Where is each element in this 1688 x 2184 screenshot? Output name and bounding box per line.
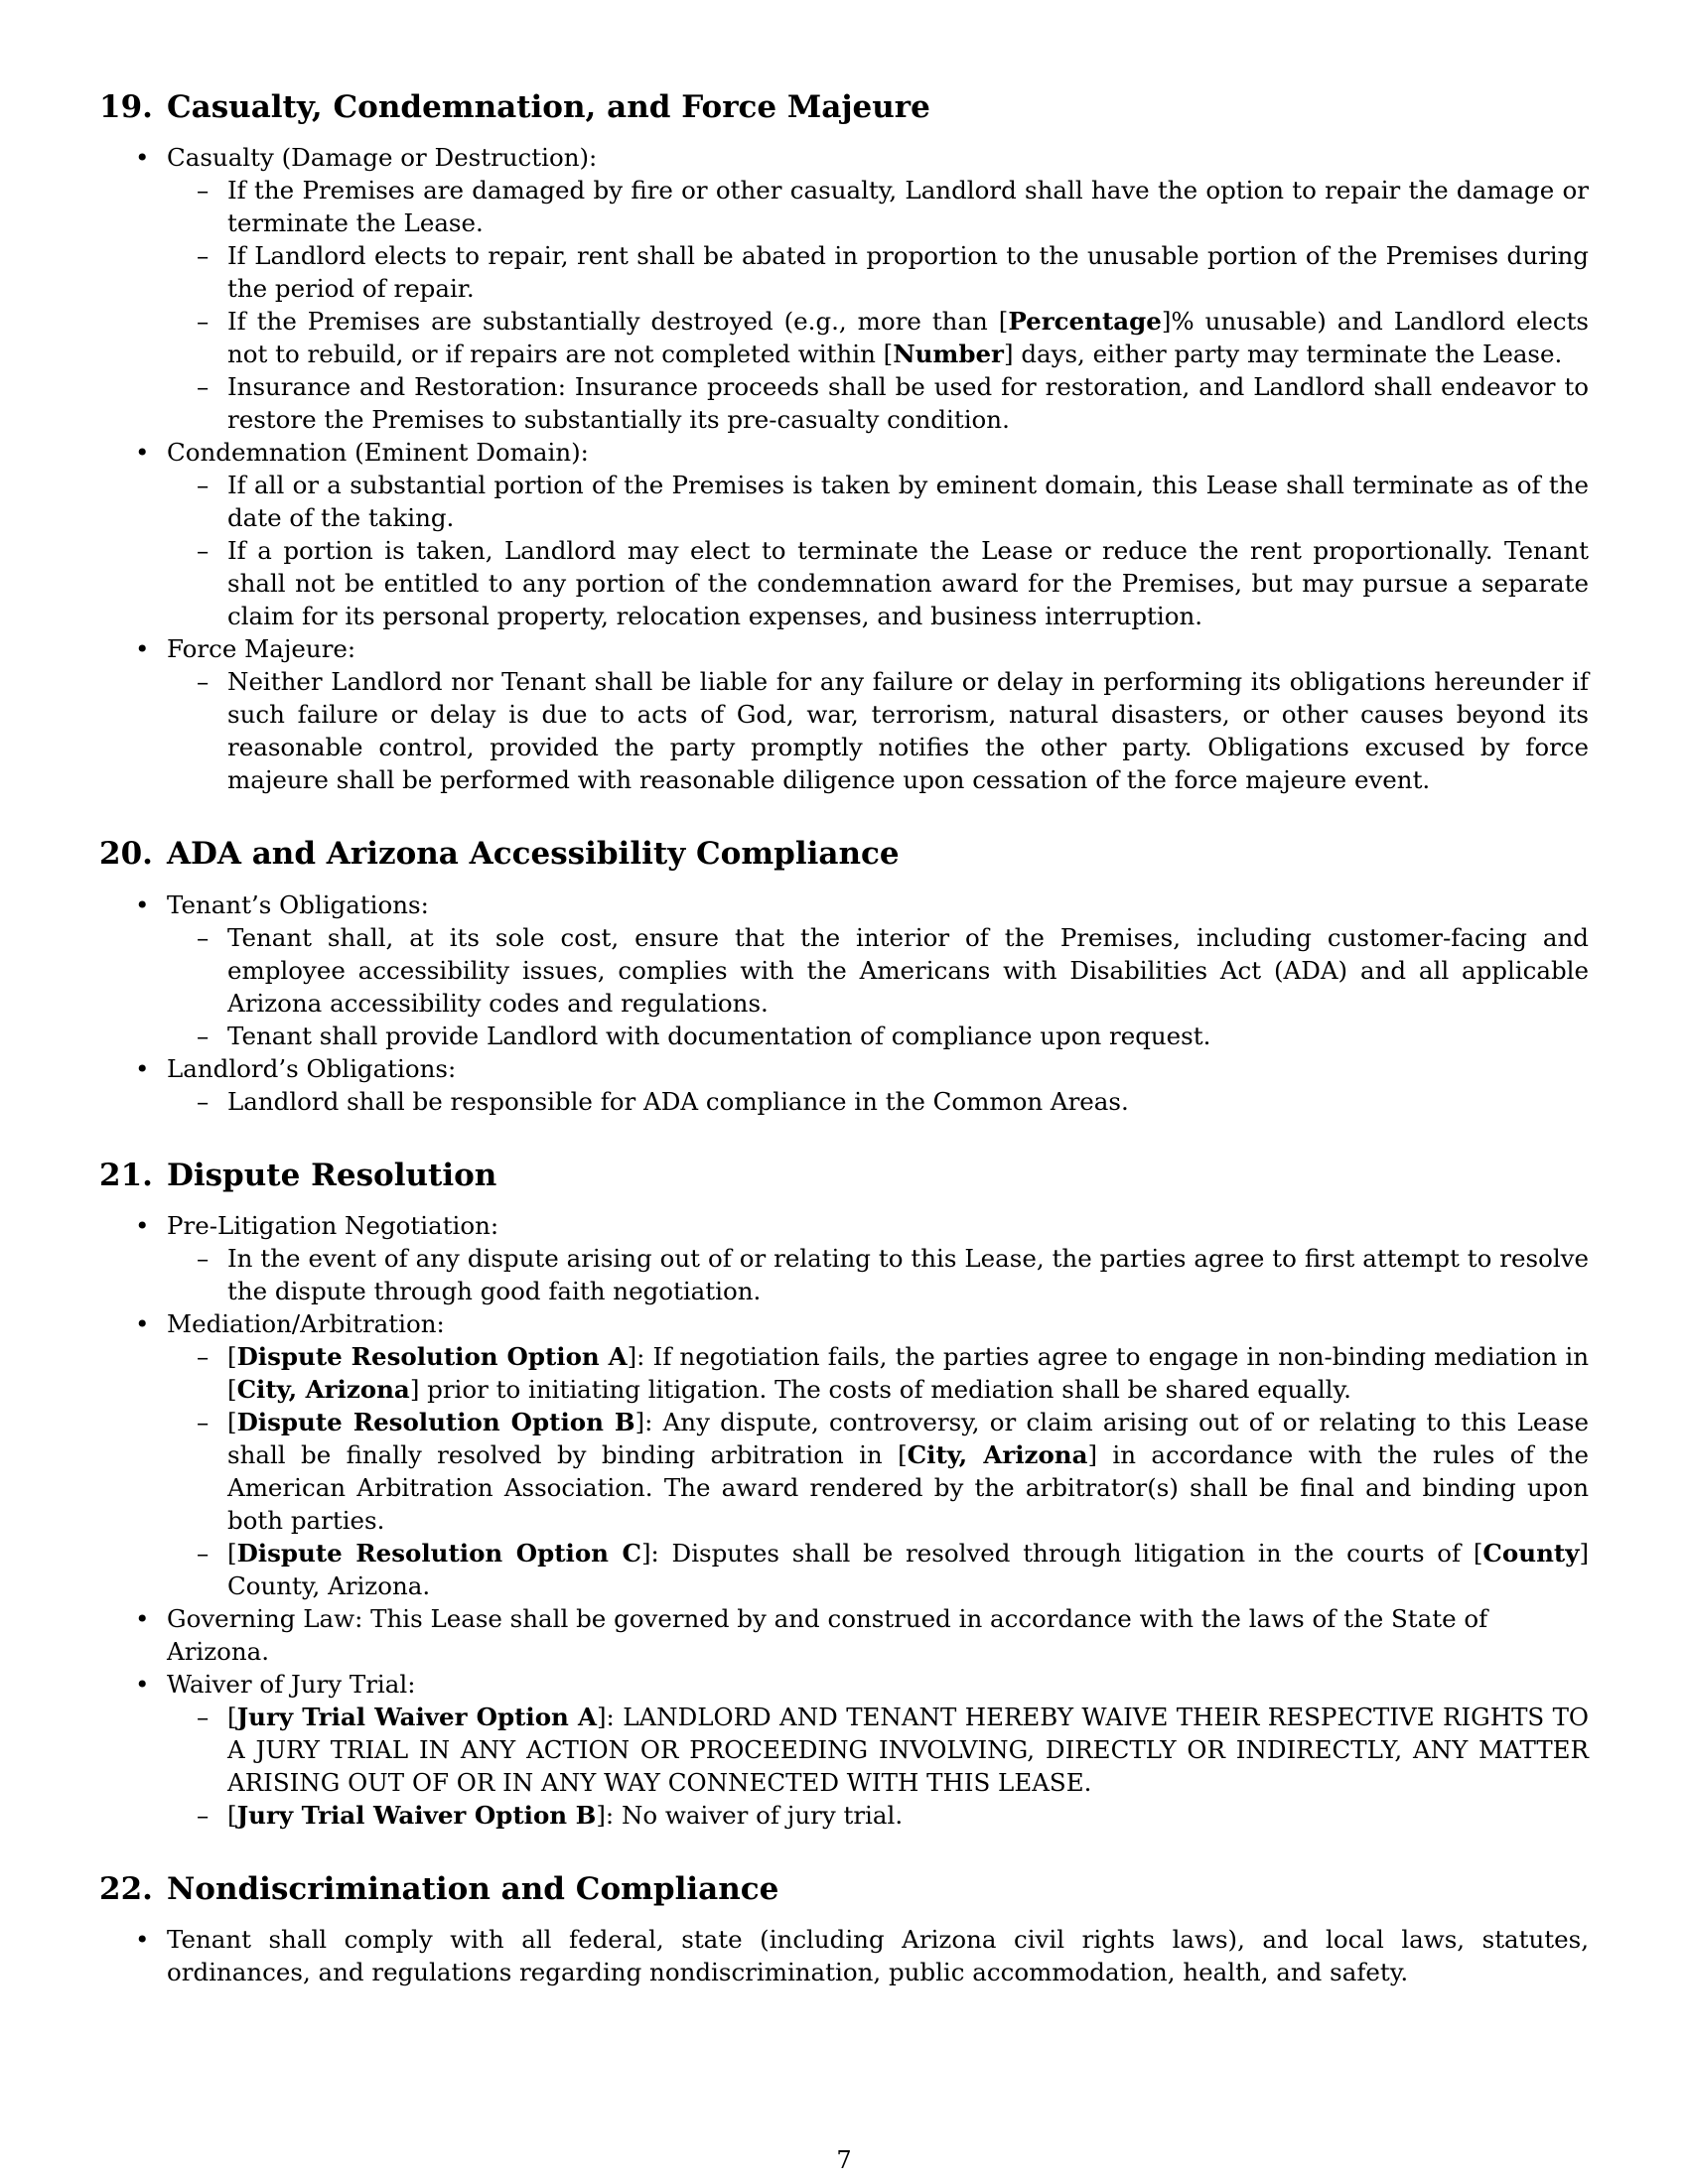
sub-list xyxy=(167,469,1589,632)
sub-item: – If the Premises are substantially destroyed (e.g., more than [Percentage]% unusable) and Landlord elects not to rebuild, or if repairs are not completed within [Number] days, either party may terminate the Lease. xyxy=(167,305,1589,370)
sub-list xyxy=(167,1701,1589,1832)
sub-item: – If a portion is taken, Landlord may elect to terminate the Lease or reduce the rent proportionally. Tenant shall not be entitled to any portion of the condemnation award for the Premises, but may pursue a separate claim for its personal property, relocation expenses, and business interruption. xyxy=(167,534,1589,632)
list-item-landlord-obligations: • Landlord’s Obligations: – Landlord shall be responsible for ADA compliance in the Common Areas. xyxy=(99,1052,1589,1118)
sub-list xyxy=(167,1340,1589,1602)
section-19 xyxy=(99,87,1589,796)
list-item-pre-litigation: • Pre-Litigation Negotiation: – In the event of any dispute arising out of or relating to this Lease, the parties agree to first attempt to resolve the dispute through good faith negotiation. xyxy=(99,1209,1589,1307)
sub-list xyxy=(167,665,1589,796)
sub-list xyxy=(167,1242,1589,1307)
sub-item: – Landlord shall be responsible for ADA compliance in the Common Areas. xyxy=(167,1085,1589,1118)
sub-list xyxy=(167,174,1589,436)
section-list xyxy=(99,141,1589,796)
list-item-casualty: • Casualty (Damage or Destruction): – If the Premises are damaged by fire or other casualty, Landlord shall have the option to repair the damage or terminate the Lease. – If Landlord elects to repair, rent shall be abated in proportion to the unusable portion of the Premises during the period of repair. – If the Premises are substantially destroyed (e.g., more than [Percentage]% unusable) and Landlord elects not to rebuild, or if repairs are not completed within [Number] days, either party may terminate the Lease. – Insurance and Restoration: Insurance proceeds shall be used for restoration, and Landlord shall endeavor to restore the Premises to substantially its pre-casualty condition. xyxy=(99,141,1589,436)
section-22 xyxy=(99,1869,1589,1988)
document-page xyxy=(99,87,1589,2026)
sub-item: – If Landlord elects to repair, rent shall be abated in proportion to the unusable portion of the Premises during the period of repair. xyxy=(167,239,1589,305)
sub-list xyxy=(167,921,1589,1052)
section-heading: 21. Dispute Resolution xyxy=(99,1157,497,1193)
section-list xyxy=(99,1209,1589,1832)
section-heading: 22. Nondiscrimination and Compliance xyxy=(99,1870,779,1907)
list-item-tenant-obligations: • Tenant’s Obligations: – Tenant shall, at its sole cost, ensure that the interior of the Premises, including customer-facing and employee accessibility issues, complies with the Americans with Disabilities Act (ADA) and all applicable Arizona accessibility codes and regulations. – Tenant shall provide Landlord with documentation of compliance upon request. xyxy=(99,888,1589,1052)
placeholder-percentage: Percentage xyxy=(1008,307,1162,337)
list-item-condemnation: • Condemnation (Eminent Domain): – If all or a substantial portion of the Premises is taken by eminent domain, this Lease shall terminate as of the date of the taking. – If a portion is taken, Landlord may elect to terminate the Lease or reduce the rent proportionally. Tenant shall not be entitled to any portion of the condemnation award for the Premises, but may pursue a separate claim for its personal property, relocation expenses, and business interruption. xyxy=(99,436,1589,632)
sub-item-option-b: – [Dispute Resolution Option B]: Any dispute, controversy, or claim arising out of or relating to this Lease shall be finally resolved by binding arbitration in [City, Arizona] in accordance with the rules of the American Arbitration Association. The award rendered by the arbitrator(s) shall be final and binding upon both parties. xyxy=(167,1406,1589,1537)
sub-list xyxy=(167,1085,1589,1118)
sub-item: – If all or a substantial portion of the Premises is taken by eminent domain, this Lease shall terminate as of the date of the taking. xyxy=(167,469,1589,534)
sub-item-option-a: – [Dispute Resolution Option A]: If negotiation fails, the parties agree to engage in non-binding mediation in [City, Arizona] prior to initiating litigation. The costs of mediation shall be shared equally. xyxy=(167,1340,1589,1406)
sub-item: – Tenant shall, at its sole cost, ensure that the interior of the Premises, including customer-facing and employee accessibility issues, complies with the Americans with Disabilities Act (ADA) and all applicable Arizona accessibility codes and regulations. xyxy=(167,921,1589,1020)
section-list xyxy=(99,1923,1589,1988)
section-20 xyxy=(99,834,1589,1117)
sub-item-jury-option-b: – [Jury Trial Waiver Option B]: No waiver of jury trial. xyxy=(167,1799,1589,1832)
sub-item-option-c: – [Dispute Resolution Option C]: Disputes shall be resolved through litigation in the courts of [County] County, Arizona. xyxy=(167,1537,1589,1602)
section-21 xyxy=(99,1156,1589,1832)
page-number: 7 xyxy=(836,2146,852,2174)
list-item-force-majeure: • Force Majeure: – Neither Landlord nor Tenant shall be liable for any failure or delay in performing its obligations hereunder if such failure or delay is due to acts of God, war, terrorism, natural disasters, or other causes beyond its reasonable control, provided the party promptly notifies the other party. Obligations excused by force majeure shall be performed with reasonable diligence upon cessation of the force majeure event. xyxy=(99,632,1589,796)
sub-item-jury-option-a: – [Jury Trial Waiver Option A]: LANDLORD AND TENANT HEREBY WAIVE THEIR RESPECTIVE RIGHTS TO A JURY TRIAL IN ANY ACTION OR PROCEEDING INVOLVING, DIRECTLY OR INDIRECTLY, ANY MATTER ARISING OUT OF OR IN ANY WAY CONNECTED WITH THIS LEASE. xyxy=(167,1701,1589,1799)
sub-item: – If the Premises are damaged by fire or other casualty, Landlord shall have the option to repair the damage or terminate the Lease. xyxy=(167,174,1589,239)
sub-item: – Insurance and Restoration: Insurance proceeds shall be used for restoration, and Landlord shall endeavor to restore the Premises to substantially its pre-casualty condition. xyxy=(167,370,1589,436)
section-list xyxy=(99,888,1589,1118)
sub-item: – Neither Landlord nor Tenant shall be liable for any failure or delay in performing its obligations hereunder if such failure or delay is due to acts of God, war, terrorism, natural disasters, or other causes beyond its reasonable control, provided the party promptly notifies the other party. Obligations excused by force majeure shall be performed with reasonable diligence upon cessation of the force majeure event. xyxy=(167,665,1589,796)
sub-item: – In the event of any dispute arising out of or relating to this Lease, the parties agree to first attempt to resolve the dispute through good faith negotiation. xyxy=(167,1242,1589,1307)
list-item: • Tenant shall comply with all federal, state (including Arizona civil rights laws), and local laws, statutes, ordinances, and regulations regarding nondiscrimination, public accommodation, health, and safety. xyxy=(99,1923,1589,1988)
list-item-mediation-arbitration: • Mediation/Arbitration: – [Dispute Resolution Option A]: If negotiation fails, the parties agree to engage in non-binding mediation in [City, Arizona] prior to initiating litigation. The costs of mediation shall be shared equally. – [Dispute Resolution Option B]: Any dispute, controversy, or claim arising out of or relating to this Lease shall be finally resolved by binding arbitration in [City, Arizona] in accordance with the rules of the American Arbitration Association. The award rendered by the arbitrator(s) shall be final and binding upon both parties. – [Dispute Resolution Option C]: Disputes shall be resolved through litigation in the courts of [County] County, Arizona. xyxy=(99,1307,1589,1602)
list-item-governing-law: • Governing Law: This Lease shall be governed by and construed in accordance with the laws of the State of Arizona. xyxy=(99,1602,1589,1668)
section-heading: 19. Casualty, Condemnation, and Force Majeure xyxy=(99,89,930,125)
section-heading: 20. ADA and Arizona Accessibility Compliance xyxy=(99,836,900,873)
sub-item: – Tenant shall provide Landlord with documentation of compliance upon request. xyxy=(167,1020,1589,1052)
placeholder-number: Number xyxy=(893,340,1004,369)
list-item-jury-waiver: • Waiver of Jury Trial: – [Jury Trial Waiver Option A]: LANDLORD AND TENANT HEREBY WAIVE THEIR RESPECTIVE RIGHTS TO A JURY TRIAL IN ANY ACTION OR PROCEEDING INVOLVING, DIRECTLY OR INDIRECTLY, ANY MATTER ARISING OUT OF OR IN ANY WAY CONNECTED WITH THIS LEASE. – [Jury Trial Waiver Option B]: No waiver of jury trial. xyxy=(99,1668,1589,1832)
